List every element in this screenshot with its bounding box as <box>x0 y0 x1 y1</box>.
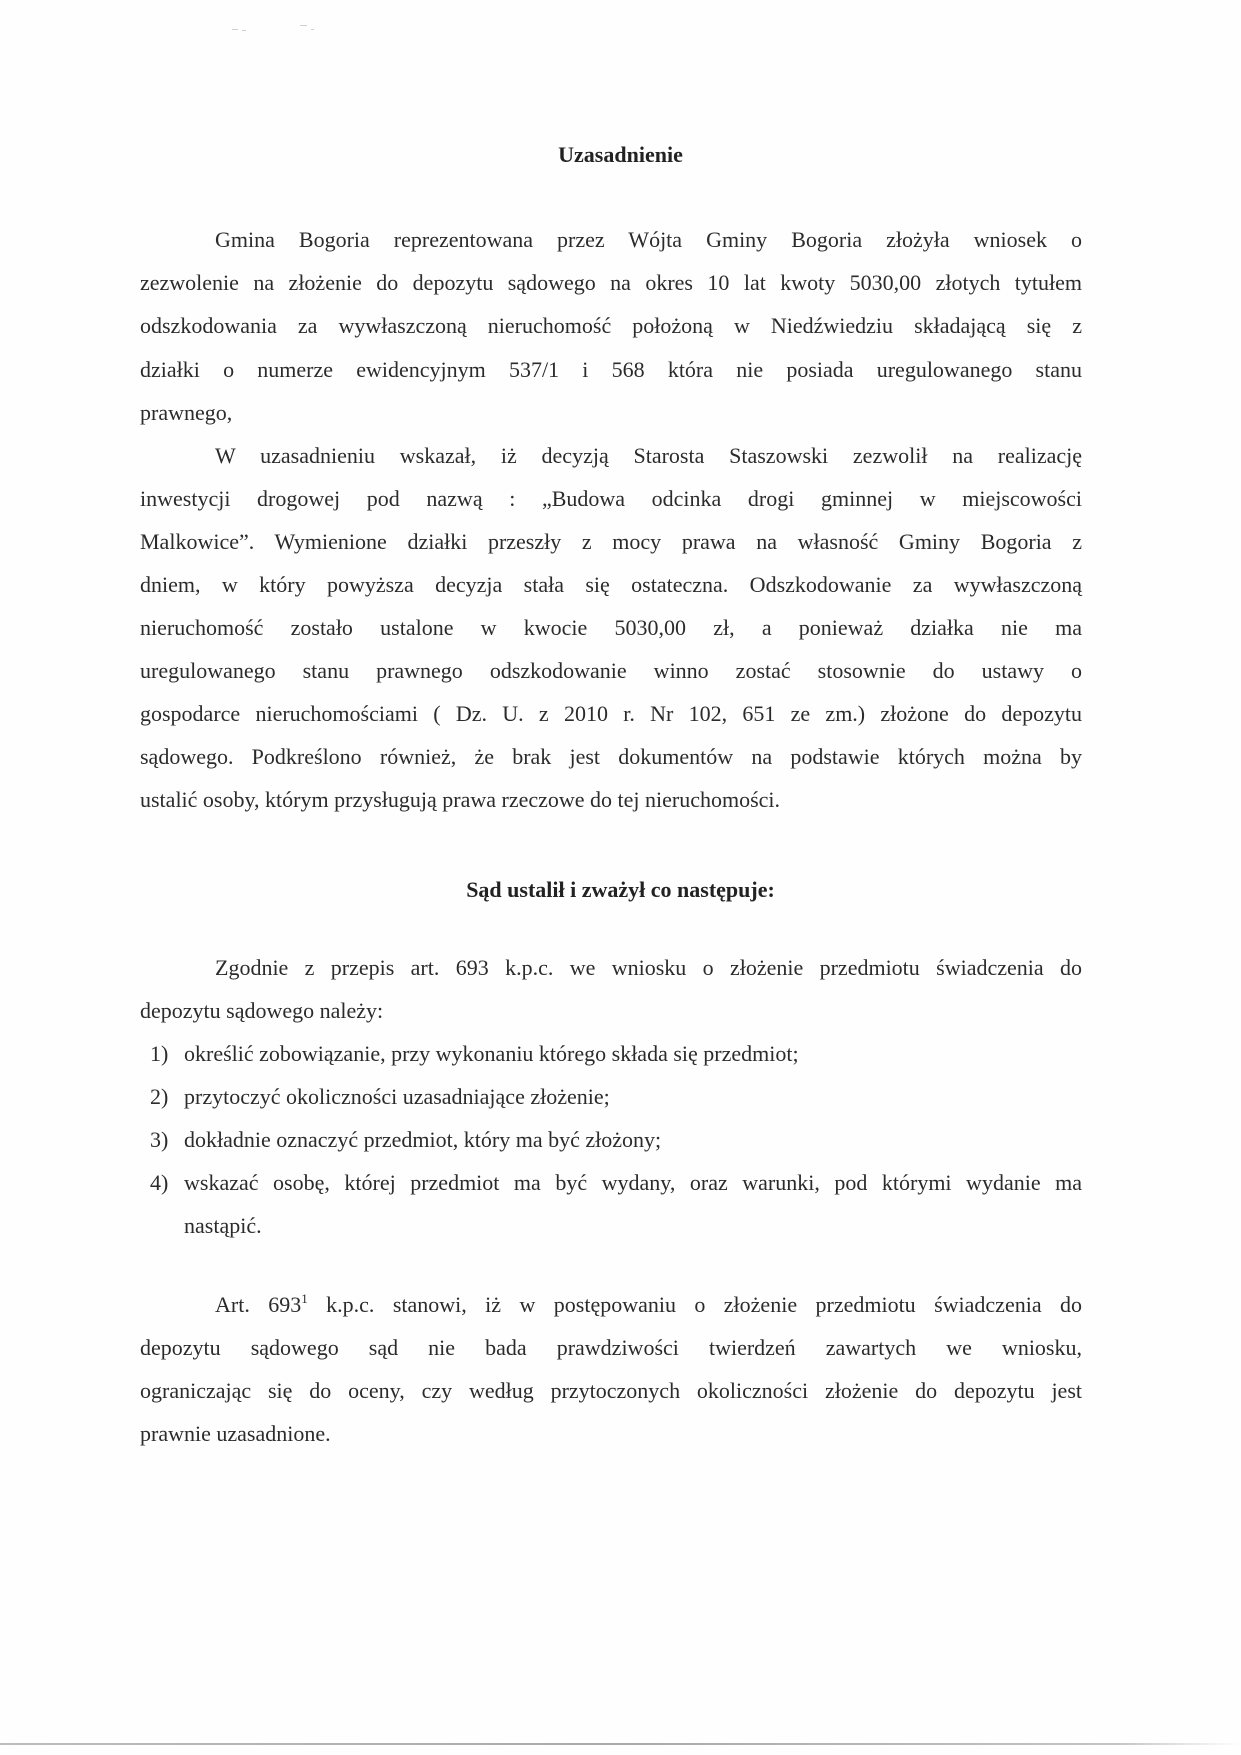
paragraph-line: odszkodowania za wywłaszczoną nieruchomość położoną w Niedźwiedziu składającą się z <box>140 313 1082 338</box>
paragraph-line: sądowego. Podkreślono również, że brak jest dokumentów na podstawie których można by <box>140 744 1082 769</box>
paragraph-line: ograniczając się do oceny, czy według przytoczonych okoliczności złożenie do depozytu jest <box>140 1378 1082 1403</box>
list-number: 3) <box>150 1127 169 1152</box>
paragraph-line: depozytu sądowego sąd nie bada prawdziwości twierdzeń zawartych we wniosku, <box>140 1335 1082 1360</box>
paragraph-line: dniem, w który powyższa decyzja stała się ostateczna. Odszkodowanie za wywłaszczoną <box>140 572 1082 597</box>
list-text: przytoczyć okoliczności uzasadniające złożenie; <box>184 1084 610 1109</box>
list-text: wskazać osobę, której przedmiot ma być wydany, oraz warunki, pod którymi wydanie ma <box>184 1170 1082 1195</box>
paragraph-line: prawnie uzasadnione. <box>140 1421 331 1446</box>
article-superscript: 1 <box>301 1291 308 1306</box>
section-heading: Sąd ustalił i zważył co następuje: <box>466 877 775 902</box>
paragraph-line: depozytu sądowego należy: <box>140 998 384 1023</box>
paragraph-line: inwestycji drogowej pod nazwą : „Budowa odcinka drogi gminnej w miejscowości <box>140 486 1082 511</box>
list-number: 2) <box>150 1084 169 1109</box>
paragraph-line: uregulowanego stanu prawnego odszkodowanie winno zostać stosownie do ustawy o <box>140 658 1082 683</box>
document-title: Uzasadnienie <box>558 142 683 167</box>
list-number: 1) <box>150 1041 169 1066</box>
paragraph-line: Gmina Bogoria reprezentowana przez Wójta Gminy Bogoria złożyła wniosek o <box>215 227 1082 252</box>
list-text: dokładnie oznaczyć przedmiot, który ma być złożony; <box>184 1127 662 1152</box>
list-text: określić zobowiązanie, przy wykonaniu którego składa się przedmiot; <box>184 1041 799 1066</box>
paragraph-line <box>215 1292 1082 1318</box>
scan-artifact <box>232 29 238 30</box>
scan-artifact <box>311 29 314 30</box>
paragraph-line: Zgodnie z przepis art. 693 k.p.c. we wniosku o złożenie przedmiotu świadczenia do <box>215 955 1082 980</box>
paragraph-line: działki o numerze ewidencyjnym 537/1 i 568 która nie posiada uregulowanego stanu <box>140 357 1082 382</box>
list-number: 4) <box>150 1170 169 1195</box>
list-item <box>150 1170 1082 1196</box>
paragraph-line: ustalić osoby, którym przysługują prawa rzeczowe do tej nieruchomości. <box>140 787 781 812</box>
paragraph-line: zezwolenie na złożenie do depozytu sądowego na okres 10 lat kwoty 5030,00 złotych tytułem <box>140 270 1082 295</box>
list-item <box>150 1127 1082 1153</box>
paragraph-line: gospodarce nieruchomościami ( Dz. U. z 2010 r. Nr 102, 651 ze zm.) złożone do depozytu <box>140 701 1082 726</box>
scan-artifact <box>300 25 307 26</box>
paragraph-line: nieruchomość zostało ustalone w kwocie 5030,00 zł, a ponieważ działka nie ma <box>140 615 1082 640</box>
article-reference: Art. 693 <box>215 1292 302 1317</box>
list-item <box>150 1041 1082 1067</box>
paragraph-text: k.p.c. stanowi, iż w postępowaniu o złożenie przedmiotu świadczenia do <box>307 1292 1082 1317</box>
paragraph-line: W uzasadnieniu wskazał, iż decyzją Starosta Staszowski zezwolił na realizację <box>215 443 1082 468</box>
paragraph-line: Malkowice”. Wymienione działki przeszły z mocy prawa na własność Gminy Bogoria z <box>140 529 1082 554</box>
scan-artifact <box>242 30 246 31</box>
list-item-continuation: nastąpić. <box>184 1213 262 1238</box>
paragraph-line: prawnego, <box>140 400 233 425</box>
list-item <box>150 1084 1082 1110</box>
scan-edge-line <box>0 1743 1241 1745</box>
